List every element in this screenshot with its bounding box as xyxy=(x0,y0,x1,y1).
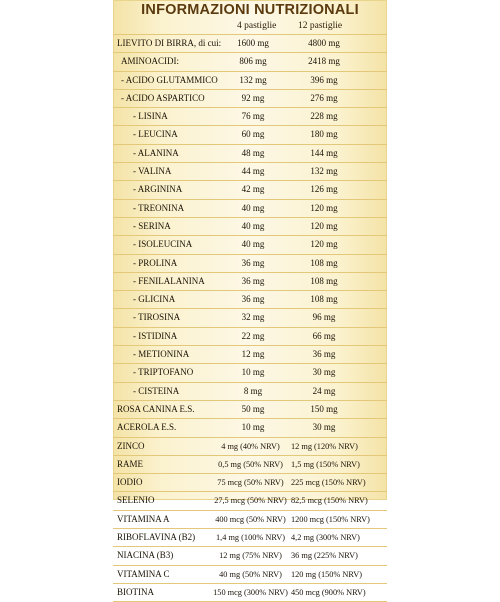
table-row xyxy=(113,438,387,456)
table-row xyxy=(113,200,387,218)
value-12-tablets: 120 mg xyxy=(310,239,338,250)
value-12-tablets: 4800 mg xyxy=(308,38,340,48)
value-4-tablets: 75 mcg (50% NRV) xyxy=(217,478,284,488)
table-row xyxy=(113,34,387,53)
table-row xyxy=(113,511,387,529)
value-12-tablets: 396 mg xyxy=(310,74,338,85)
table-row xyxy=(113,492,387,510)
value-4-tablets: 36 mg xyxy=(241,294,265,305)
table-row xyxy=(113,53,387,71)
column-header-4-tablets: 4 pastiglie xyxy=(237,21,277,31)
value-4-tablets: 0,5 mg (50% NRV) xyxy=(218,459,283,469)
value-4-tablets: 400 mcg (50% NRV) xyxy=(215,514,286,524)
nutrient-name: - ISTIDINA xyxy=(133,330,178,341)
nutrition-table xyxy=(113,34,387,602)
nutrient-name: - PROLINA xyxy=(133,257,178,268)
value-4-tablets: 44 mg xyxy=(241,166,265,177)
table-row xyxy=(113,474,387,492)
nutrient-name: - ACIDO GLUTAMMICO xyxy=(121,74,218,85)
value-12-tablets: 120 mg xyxy=(310,220,338,231)
nutrient-name: VITAMINA A xyxy=(117,513,170,524)
value-12-tablets: 30 mg xyxy=(312,422,336,433)
table-row xyxy=(113,218,387,236)
value-4-tablets: 12 mg xyxy=(241,349,265,360)
table-row xyxy=(113,584,387,602)
nutrient-name: - TREONINA xyxy=(133,202,185,213)
table-row xyxy=(113,547,387,565)
value-12-tablets: 120 mg xyxy=(310,202,338,213)
value-12-tablets: 36 mg xyxy=(312,349,336,360)
table-row xyxy=(113,328,387,346)
nutrient-name: ACEROLA E.S. xyxy=(117,422,177,433)
table-row xyxy=(113,72,387,90)
value-4-tablets: 22 mg xyxy=(241,330,265,341)
value-4-tablets: 1,4 mg (100% NRV) xyxy=(216,533,285,543)
value-4-tablets: 132 mg xyxy=(239,74,267,85)
value-4-tablets: 1600 mg xyxy=(237,38,269,48)
table-row xyxy=(113,126,387,144)
nutrient-name: - ISOLEUCINA xyxy=(133,239,193,250)
nutrient-name: - LISINA xyxy=(133,111,168,122)
nutrient-name: NIACINA (B3) xyxy=(117,550,174,561)
nutrient-name: SELENIO xyxy=(117,495,155,506)
table-row xyxy=(113,273,387,291)
value-12-tablets: 66 mg xyxy=(312,330,336,341)
value-4-tablets: 40 mg (50% NRV) xyxy=(219,569,282,579)
value-4-tablets: 12 mg (75% NRV) xyxy=(219,551,282,561)
nutrient-name: - VALINA xyxy=(133,166,172,177)
nutrient-name: ROSA CANINA E.S. xyxy=(117,403,195,414)
value-12-tablets: 150 mg xyxy=(310,403,338,414)
value-12-tablets: 108 mg xyxy=(310,257,338,268)
value-12-tablets: 1200 mcg (150% NRV) xyxy=(291,514,370,524)
value-12-tablets: 276 mg xyxy=(310,92,338,103)
nutrient-name: BIOTINA xyxy=(117,586,154,597)
table-row xyxy=(113,163,387,181)
value-12-tablets: 4,2 mg (300% NRV) xyxy=(291,533,360,543)
nutrient-name: - ACIDO ASPARTICO xyxy=(121,92,205,103)
value-4-tablets: 10 mg xyxy=(241,422,265,433)
value-4-tablets: 40 mg xyxy=(241,239,265,250)
value-12-tablets: 108 mg xyxy=(310,275,338,286)
value-12-tablets: 96 mg xyxy=(312,312,336,323)
table-row xyxy=(113,90,387,108)
table-row xyxy=(113,346,387,364)
value-4-tablets: 92 mg xyxy=(241,92,265,103)
table-row xyxy=(113,419,387,437)
value-12-tablets: 228 mg xyxy=(310,111,338,122)
value-12-tablets: 2418 mg xyxy=(308,56,340,67)
nutrient-name: - ALANINA xyxy=(133,147,179,158)
value-12-tablets: 450 mcg (900% NRV) xyxy=(291,587,366,597)
value-12-tablets: 24 mg xyxy=(312,385,336,396)
table-row xyxy=(113,364,387,382)
table-row xyxy=(113,383,387,401)
table-row xyxy=(113,309,387,327)
value-4-tablets: 150 mcg (300% NRV) xyxy=(213,587,288,597)
value-4-tablets: 50 mg xyxy=(241,403,265,414)
label-title: INFORMAZIONI NUTRIZIONALI xyxy=(141,2,359,18)
table-row xyxy=(113,529,387,547)
value-4-tablets: 48 mg xyxy=(241,147,265,158)
nutrition-label xyxy=(113,0,387,597)
table-row xyxy=(113,236,387,254)
value-4-tablets: 806 mg xyxy=(239,56,267,67)
nutrient-name: IODIO xyxy=(117,477,143,488)
nutrient-name: - LEUCINA xyxy=(133,129,178,140)
value-12-tablets: 36 mg (225% NRV) xyxy=(291,551,358,561)
nutrient-name: - ARGININA xyxy=(133,184,183,195)
nutrient-name: - GLICINA xyxy=(133,294,176,305)
nutrient-name: AMINOACIDI: xyxy=(121,56,179,67)
value-4-tablets: 4 mg (40% NRV) xyxy=(221,441,280,451)
table-row xyxy=(113,108,387,126)
nutrient-name: - TRIPTOFANO xyxy=(133,367,194,378)
nutrient-name: LIEVITO DI BIRRA, di cui: xyxy=(117,38,222,48)
table-row xyxy=(113,255,387,273)
value-4-tablets: 42 mg xyxy=(241,184,265,195)
value-4-tablets: 40 mg xyxy=(241,202,265,213)
table-row xyxy=(113,401,387,419)
nutrient-name: - CISTEINA xyxy=(133,385,180,396)
value-12-tablets: 120 mg (150% NRV) xyxy=(291,569,363,579)
value-4-tablets: 36 mg xyxy=(241,275,265,286)
value-12-tablets: 225 mcg (150% NRV) xyxy=(291,478,366,488)
value-12-tablets: 126 mg xyxy=(310,184,338,195)
value-4-tablets: 36 mg xyxy=(241,257,265,268)
table-row xyxy=(113,181,387,199)
value-4-tablets: 76 mg xyxy=(241,111,265,122)
value-12-tablets: 132 mg xyxy=(310,166,338,177)
nutrient-name: - TIROSINA xyxy=(133,312,181,323)
value-4-tablets: 10 mg xyxy=(241,367,265,378)
value-12-tablets: 82,5 mcg (150% NRV) xyxy=(291,496,368,506)
value-12-tablets: 108 mg xyxy=(310,294,338,305)
value-12-tablets: 180 mg xyxy=(310,129,338,140)
value-4-tablets: 32 mg xyxy=(241,312,265,323)
nutrient-name: ZINCO xyxy=(117,440,145,451)
nutrient-name: - METIONINA xyxy=(133,349,190,360)
value-4-tablets: 40 mg xyxy=(241,220,265,231)
nutrient-name: RAME xyxy=(117,458,144,469)
table-row xyxy=(113,145,387,163)
value-12-tablets: 30 mg xyxy=(312,367,336,378)
value-4-tablets: 8 mg xyxy=(243,385,263,396)
nutrient-name: RIBOFLAVINA (B2) xyxy=(117,532,196,543)
value-4-tablets: 27,5 mcg (50% NRV) xyxy=(214,496,287,506)
table-row xyxy=(113,566,387,584)
nutrient-name: - FENILALANINA xyxy=(133,275,205,286)
value-4-tablets: 60 mg xyxy=(241,129,265,140)
nutrient-name: - SERINA xyxy=(133,220,171,231)
nutrient-name: VITAMINA C xyxy=(117,568,170,579)
table-row xyxy=(113,291,387,309)
value-12-tablets: 1,5 mg (150% NRV) xyxy=(291,459,360,469)
value-12-tablets: 12 mg (120% NRV) xyxy=(291,441,358,451)
table-row xyxy=(113,456,387,474)
value-12-tablets: 144 mg xyxy=(310,147,338,158)
column-header-12-tablets: 12 pastiglie xyxy=(298,21,343,31)
